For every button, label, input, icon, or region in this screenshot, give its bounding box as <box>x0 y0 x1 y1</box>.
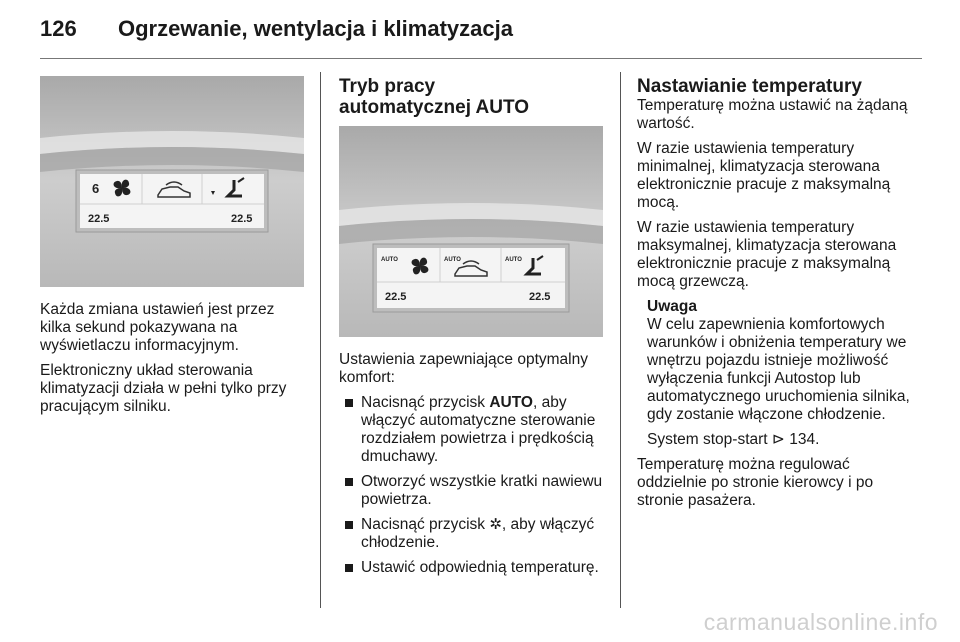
temp-left: 22.5 <box>88 213 110 225</box>
page-ref-arrow-icon: ⊳ <box>771 431 785 448</box>
temp-right: 22.5 <box>529 291 551 303</box>
bullet-text-pre: Nacisnąć przycisk <box>361 394 490 411</box>
paragraph: Elektroniczny układ sterowania klimatyzacji działa w pełni tylko przy pracującym silniku. <box>40 362 287 415</box>
bullet-square-icon <box>345 564 353 572</box>
note-title: Uwaga <box>647 298 697 315</box>
paragraph: Każda zmiana ustawień jest przez kilka sekund pokazywana na wyświetlaczu informacyjnym. <box>40 301 275 354</box>
right-column <box>637 76 922 517</box>
header-rule <box>40 58 922 59</box>
climate-display-auto-figure <box>339 126 603 337</box>
auto-label: AUTO <box>505 257 522 263</box>
list-item <box>339 394 605 466</box>
bullet-square-icon <box>345 399 353 407</box>
column-divider-1 <box>320 72 321 608</box>
bullet-text: Otworzyć wszystkie kratki nawiewu powietrza. <box>361 473 603 508</box>
temp-left: 22.5 <box>385 291 407 303</box>
reference-text: System stop-start <box>647 431 768 448</box>
watermark: carmanualsonline.info <box>703 609 938 635</box>
section-heading: Nastawianie temperatury <box>637 76 862 97</box>
reference-page: 134. <box>789 431 820 448</box>
bullet-text-post: , aby włączyć chłodzenie. <box>361 516 595 551</box>
climate-display-auto-illustration <box>339 126 603 337</box>
auto-label: AUTO <box>444 257 461 263</box>
list-item <box>339 516 605 552</box>
section-heading: Tryb pracy automatycznej AUTO <box>339 76 530 118</box>
list-item <box>339 473 605 509</box>
paragraph: Ustawienia zapewniające optymalny komfort: <box>339 351 588 386</box>
page-title: Ogrzewanie, wentylacja i klimatyzacja <box>118 16 513 41</box>
paragraph: Temperaturę można regulować oddzielnie po stronie kierowcy i po stronie pasażera. <box>637 456 874 509</box>
list-item <box>339 559 605 577</box>
bullet-text: Ustawić odpowiednią temperaturę. <box>361 559 599 576</box>
note-reference <box>647 431 922 449</box>
left-column <box>40 76 304 423</box>
paragraph: Temperaturę można ustawić na żądaną wartość. <box>637 97 908 132</box>
column-divider-2 <box>620 72 621 608</box>
climate-display-illustration <box>40 76 304 287</box>
page-header <box>40 16 920 56</box>
note-body: W celu zapewnienia komfortowych warunków i obniżenia temperatury we wnętrzu pojazdu istnieje możliwość wyłączenia funkcji Autostop lub automatycznego uruchomienia silnika, gdy zostanie włączone chłodzenie. <box>647 316 910 423</box>
middle-column <box>339 76 605 584</box>
page-number: 126 <box>40 16 77 41</box>
temp-right: 22.5 <box>231 213 253 225</box>
paragraph: W razie ustawienia temperatury maksymalnej, klimatyzacja sterowana elektronicznie pracuje z maksymalną mocą grzewczą. <box>637 219 897 290</box>
fan-level: 6 <box>92 181 100 196</box>
paragraph: W razie ustawienia temperatury minimalnej, klimatyzacja sterowana elektronicznie pracuje z maksymalną mocą. <box>637 140 891 211</box>
bullet-text-post: , aby włączyć automatyczne sterowanie rozdziałem powietrza i prędkością dmuchawy. <box>361 394 596 465</box>
bullet-square-icon <box>345 521 353 529</box>
bullet-text-pre: Nacisnąć przycisk <box>361 516 490 533</box>
climate-display-figure <box>40 76 304 287</box>
auto-label: AUTO <box>381 257 398 263</box>
ac-snowflake-icon: ✲ <box>489 516 502 533</box>
bullet-square-icon <box>345 478 353 486</box>
auto-button-label: AUTO <box>489 394 533 411</box>
note-box <box>637 298 922 449</box>
bullet-list <box>339 394 605 577</box>
